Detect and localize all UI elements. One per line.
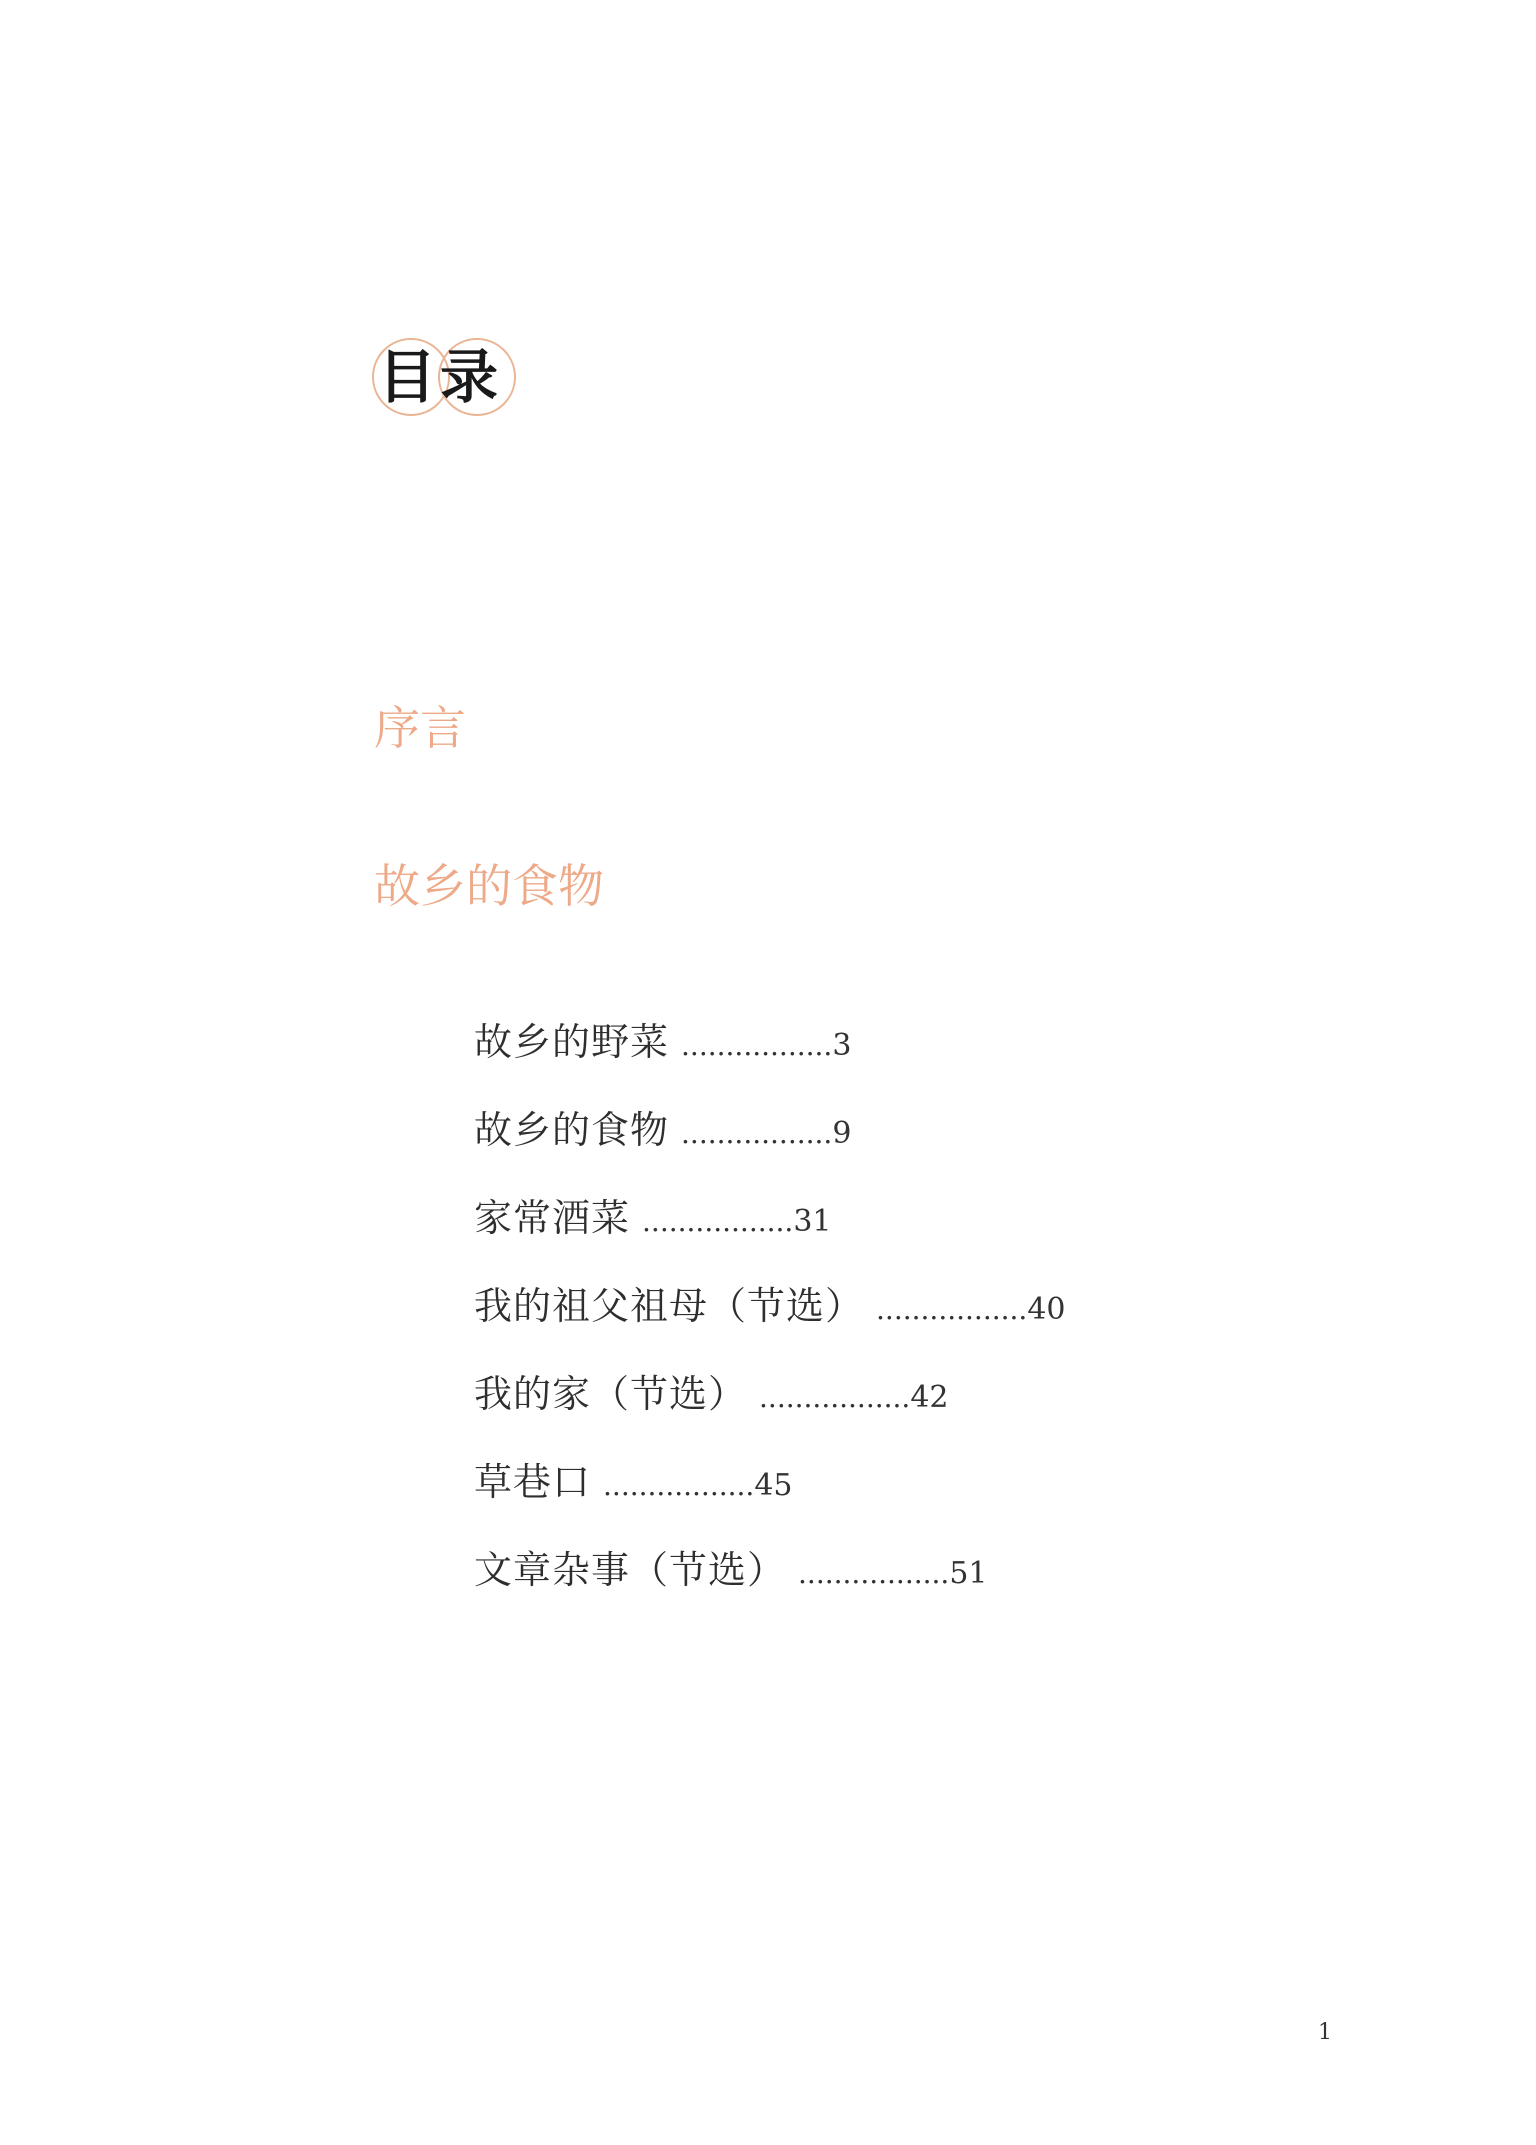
toc-entry-page: 3 [832,1028,852,1063]
toc-entry-leader: ................. [798,1557,950,1590]
toc-entry-page: 42 [910,1380,949,1415]
toc-entry-title: 我的家（节选） [474,1372,748,1416]
toc-entry-leader: ................. [876,1293,1028,1326]
toc-entry-title: 故乡的野菜 [474,1020,670,1064]
toc-entry-page: 45 [754,1468,793,1503]
toc-entry[interactable] [474,1102,1066,1190]
toc-entry[interactable] [474,1190,1066,1278]
toc-entry-title: 草巷口 [474,1460,592,1504]
toc-entry-leader: ................. [681,1117,833,1150]
toc-entry-page: 9 [832,1116,852,1151]
toc-entry[interactable] [474,1278,1066,1366]
toc-entry-leader: ................. [642,1205,794,1238]
section-heading-hometown-food: 故乡的食物 [374,859,604,913]
toc-entry-title: 故乡的食物 [474,1108,670,1152]
toc-entry-page: 31 [793,1204,832,1239]
toc-entry[interactable] [474,1366,1066,1454]
page-number: 1 [1318,2020,1332,2045]
section-heading-preface: 序言 [374,701,466,755]
toc-entry-title: 家常酒菜 [474,1196,631,1240]
toc-entry[interactable] [474,1014,1066,1102]
toc-entry-page: 40 [1027,1292,1066,1327]
toc-entry-page: 51 [949,1556,988,1591]
toc-entry[interactable] [474,1454,1066,1542]
toc-list [474,1014,1066,1630]
toc-entry-leader: ................. [759,1381,911,1414]
toc-entry-title: 文章杂事（节选） [474,1548,787,1592]
toc-entry-leader: ................. [603,1469,755,1502]
page-title: 目录 [378,343,503,411]
toc-entry-leader: ................. [681,1029,833,1062]
toc-entry-title: 我的祖父祖母（节选） [474,1284,865,1328]
toc-entry[interactable] [474,1542,1066,1630]
toc-title-badge [372,338,522,420]
